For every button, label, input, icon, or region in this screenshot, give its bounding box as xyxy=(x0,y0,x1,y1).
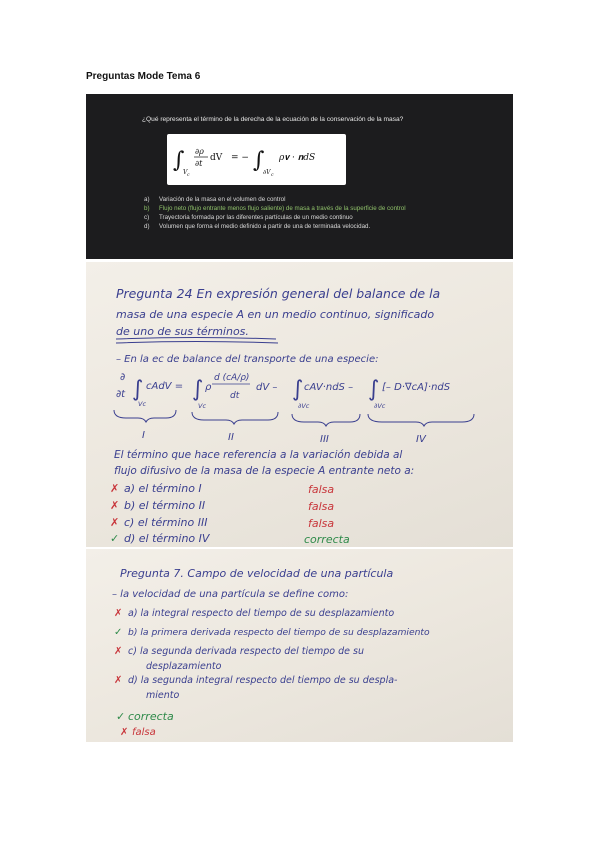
svg-text:✓: ✓ xyxy=(114,627,123,638)
svg-text:b) el término II: b) el término II xyxy=(124,499,206,512)
question-slide xyxy=(86,94,513,259)
surface-integrand: ρ𝐯 · 𝐧dS xyxy=(279,153,316,163)
svg-text:∂t: ∂t xyxy=(116,389,126,400)
slide-question: ¿Qué representa el término de la derecha de la ecuación de la conservación de la masa? xyxy=(142,116,404,123)
handwritten-note-pregunta-7 xyxy=(86,549,513,742)
svg-text:✗: ✗ xyxy=(114,608,123,619)
svg-text:✗: ✗ xyxy=(114,646,123,657)
int1-sub: V xyxy=(183,169,188,176)
integral-sign: ∫ xyxy=(173,148,185,173)
svg-text:✓: ✓ xyxy=(116,711,126,723)
svg-text:d) la segunda integral respect: d) la segunda integral respecto del tiempo de su despla- xyxy=(128,675,398,686)
note1-equation xyxy=(116,372,451,410)
svg-text:✗: ✗ xyxy=(110,483,120,495)
int2-sub: ∂V xyxy=(263,169,271,176)
svg-text:desplazamiento: desplazamiento xyxy=(146,661,222,672)
svg-text:✗: ✗ xyxy=(110,517,120,529)
note1-title-line3: de uno de sus términos. xyxy=(116,325,249,338)
int2-subsub: c xyxy=(271,173,274,178)
svg-text:falsa: falsa xyxy=(308,500,335,513)
slide-option-d: d) Volumen que forma el medio definido a partir de una de terminada velocidad. xyxy=(144,223,371,230)
note2-legend-correct xyxy=(116,710,174,723)
note1-option-c xyxy=(110,516,334,530)
svg-text:∫: ∫ xyxy=(292,377,304,402)
svg-text:∂Vc: ∂Vc xyxy=(374,402,386,410)
svg-text:falsa: falsa xyxy=(308,517,335,530)
note1-intro: – En la ec de balance del transporte de una especie: xyxy=(116,354,379,365)
note2-option-c xyxy=(114,646,364,672)
svg-text:dt: dt xyxy=(230,391,240,401)
integral-sign-2: ∫ xyxy=(253,148,265,173)
handwritten-note-pregunta-24 xyxy=(86,262,513,547)
document-title: Preguntas Mode Tema 6 xyxy=(86,71,201,82)
svg-text:b) la primera derivada respect: b) la primera derivada respecto del tiempo de su desplazamiento xyxy=(128,627,430,638)
svg-text:✗: ✗ xyxy=(120,727,129,738)
svg-text:[– D·∇cA]·ndS: [– D·∇cA]·ndS xyxy=(382,382,451,393)
note2-option-a xyxy=(114,608,394,619)
note2-title: Pregunta 7. Campo de velocidad de una partícula xyxy=(120,567,394,580)
note2-intro: – la velocidad de una partícula se define como: xyxy=(112,589,349,600)
partial-rho: ∂ρ xyxy=(195,147,204,156)
svg-text:∂Vc: ∂Vc xyxy=(298,402,310,410)
svg-text:dV –: dV – xyxy=(256,382,278,393)
svg-text:∫: ∫ xyxy=(192,377,204,402)
slide-options xyxy=(144,195,504,231)
term-label-3: III xyxy=(320,434,329,445)
partial-t: ∂t xyxy=(195,159,203,168)
dv-term: dV xyxy=(210,153,223,163)
svg-text:Vc: Vc xyxy=(198,402,207,410)
note1-option-d xyxy=(110,532,350,546)
svg-text:a) la integral respecto del ti: a) la integral respecto del tiempo de su desplazamiento xyxy=(128,608,395,619)
slide-option-b: b) Flujo neto (flujo entrante menos flujo saliente) de masa a través de la superficie de control xyxy=(144,205,406,212)
svg-text:correcta: correcta xyxy=(128,710,174,723)
note1-title-line1: Pregunta 24 En expresión general del balance de la xyxy=(116,286,441,301)
equals-minus: = − xyxy=(231,153,249,163)
note2-option-d xyxy=(114,675,398,701)
svg-text:d) el término IV: d) el término IV xyxy=(124,532,210,545)
svg-text:cAdV =: cAdV = xyxy=(146,381,184,392)
svg-text:cAV·ndS –: cAV·ndS – xyxy=(304,382,354,393)
term-label-4: IV xyxy=(416,434,426,445)
note1-option-b xyxy=(110,499,334,513)
mass-conservation-equation xyxy=(167,134,346,185)
note1-title-line2: masa de una especie A en un medio continuo, significado xyxy=(116,308,435,321)
svg-text:a) el término I: a) el término I xyxy=(124,482,202,495)
svg-text:c) el término III: c) el término III xyxy=(124,516,208,529)
note2-option-b xyxy=(114,627,430,638)
slide-option-c: c) Trayectoria formada por las diferentes partículas de un medio continuo xyxy=(144,214,353,221)
note1-option-a xyxy=(110,482,334,496)
svg-text:d (cA/ρ): d (cA/ρ) xyxy=(214,373,250,383)
note2-legend-false xyxy=(120,727,156,738)
int1-subsub: c xyxy=(187,173,190,178)
svg-text:miento: miento xyxy=(146,690,180,701)
note1-statement-line2: flujo difusivo de la masa de la especie A entrante neto a: xyxy=(114,465,415,477)
svg-text:Vc: Vc xyxy=(138,400,147,408)
svg-text:∫: ∫ xyxy=(368,377,380,402)
svg-text:falsa: falsa xyxy=(308,483,335,496)
svg-text:falsa: falsa xyxy=(132,727,156,738)
svg-text:∫: ∫ xyxy=(132,377,144,402)
term-label-2: II xyxy=(228,432,234,443)
term-label-1: I xyxy=(142,430,145,441)
svg-text:✓: ✓ xyxy=(110,533,120,545)
note1-statement-line1: El término que hace referencia a la variación debida al xyxy=(114,449,403,461)
svg-text:correcta: correcta xyxy=(304,533,350,546)
svg-text:c) la segunda derivada respect: c) la segunda derivada respecto del tiempo de su xyxy=(128,646,364,657)
svg-text:✗: ✗ xyxy=(114,675,123,686)
svg-text:∂: ∂ xyxy=(120,372,126,383)
svg-text:✗: ✗ xyxy=(110,500,120,512)
slide-option-a: a) Variación de la masa en el volumen de control xyxy=(144,196,286,203)
svg-text:ρ: ρ xyxy=(205,382,212,393)
